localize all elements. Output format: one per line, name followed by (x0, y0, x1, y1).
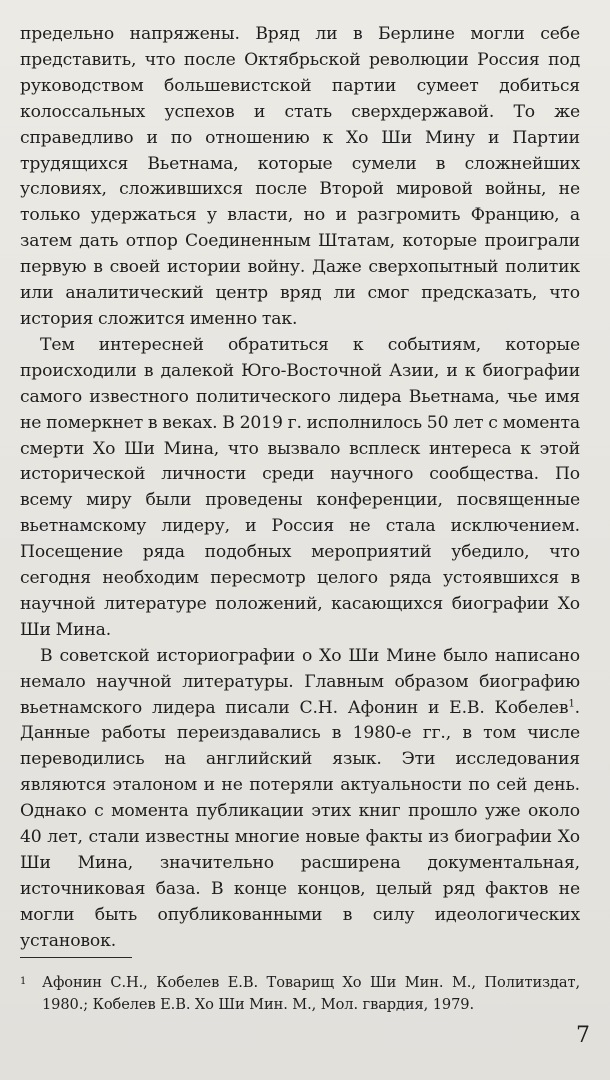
paragraph-3-text-after-note: . Данные работы переиздавались в 1980-е гг., в том числе переводились на английский язык. Эти исследования являются эталоном и не потеряли актуальности по сей день. Однако с момента публикации этих книг прошло уже около 40 лет, стали известны многие новые факты из биографии Хо Ши Мина, значительно расширена документальная, источниковая база. В конце концов, целый ряд фактов не могли быть опубликованными в силу идеологических установок. (20, 697, 580, 951)
footnote-number: 1 (20, 976, 27, 987)
page-body (20, 22, 580, 955)
footnote-separator (20, 957, 132, 958)
footnote (20, 972, 580, 1015)
footnote-text: Афонин С.Н., Кобелев Е.В. Товарищ Хо Ши Мин. М., Политиздат, 1980.; Кобелев Е.В. Хо Ши Мин. М., Мол. гвардия, 1979. (42, 974, 580, 1013)
paragraph-3 (20, 644, 580, 955)
page-number: 7 (576, 1023, 590, 1048)
paragraph-1: предельно напряжены. Вряд ли в Берлине могли себе представить, что после Октябрьской революции Россия под руководством большевистской партии сумеет добиться колоссальных успехов и стать сверхдержавой. То же справедливо и по отношению к Хо Ши Мину и Партии трудящихся Вьетнама, которые сумели в сложнейших условиях, сложившихся после Второй мировой войны, не только удержаться у власти, но и разгромить Францию, а затем дать отпор Соединенным Штатам, которые проиграли первую в своей истории войну. Даже сверхопытный политик или аналитический центр вряд ли смог предсказать, что история сложится именно так. (20, 24, 580, 329)
paragraph-2: Тем интересней обратиться к событиям, которые происходили в далекой Юго-Восточной Азии, и к биографии самого известного политического лидера Вьетнама, чье имя не померкнет в веках. В 2019 г. исполнилось 50 лет с момента смерти Хо Ши Мина, что вызвало всплеск интереса к этой исторической личности среди научного сообщества. По всему миру были проведены конференции, посвященные вьетнамскому лидеру, и Россия не стала исключением. Посещение ряда подобных мероприятий убедило, что сегодня необходим пересмотр целого ряда устоявшихся в научной литературе положений, касающихся биографии Хо Ши Мина. (20, 334, 580, 640)
footnote-reference[interactable]: 1 (568, 697, 575, 709)
paragraph-3-text-before-note: В советской историографии о Хо Ши Мине было написано немало научной литературы. Главным образом биографию вьетнамского лидера писали С.Н. Афонин и Е.В. Кобелев (20, 645, 580, 718)
